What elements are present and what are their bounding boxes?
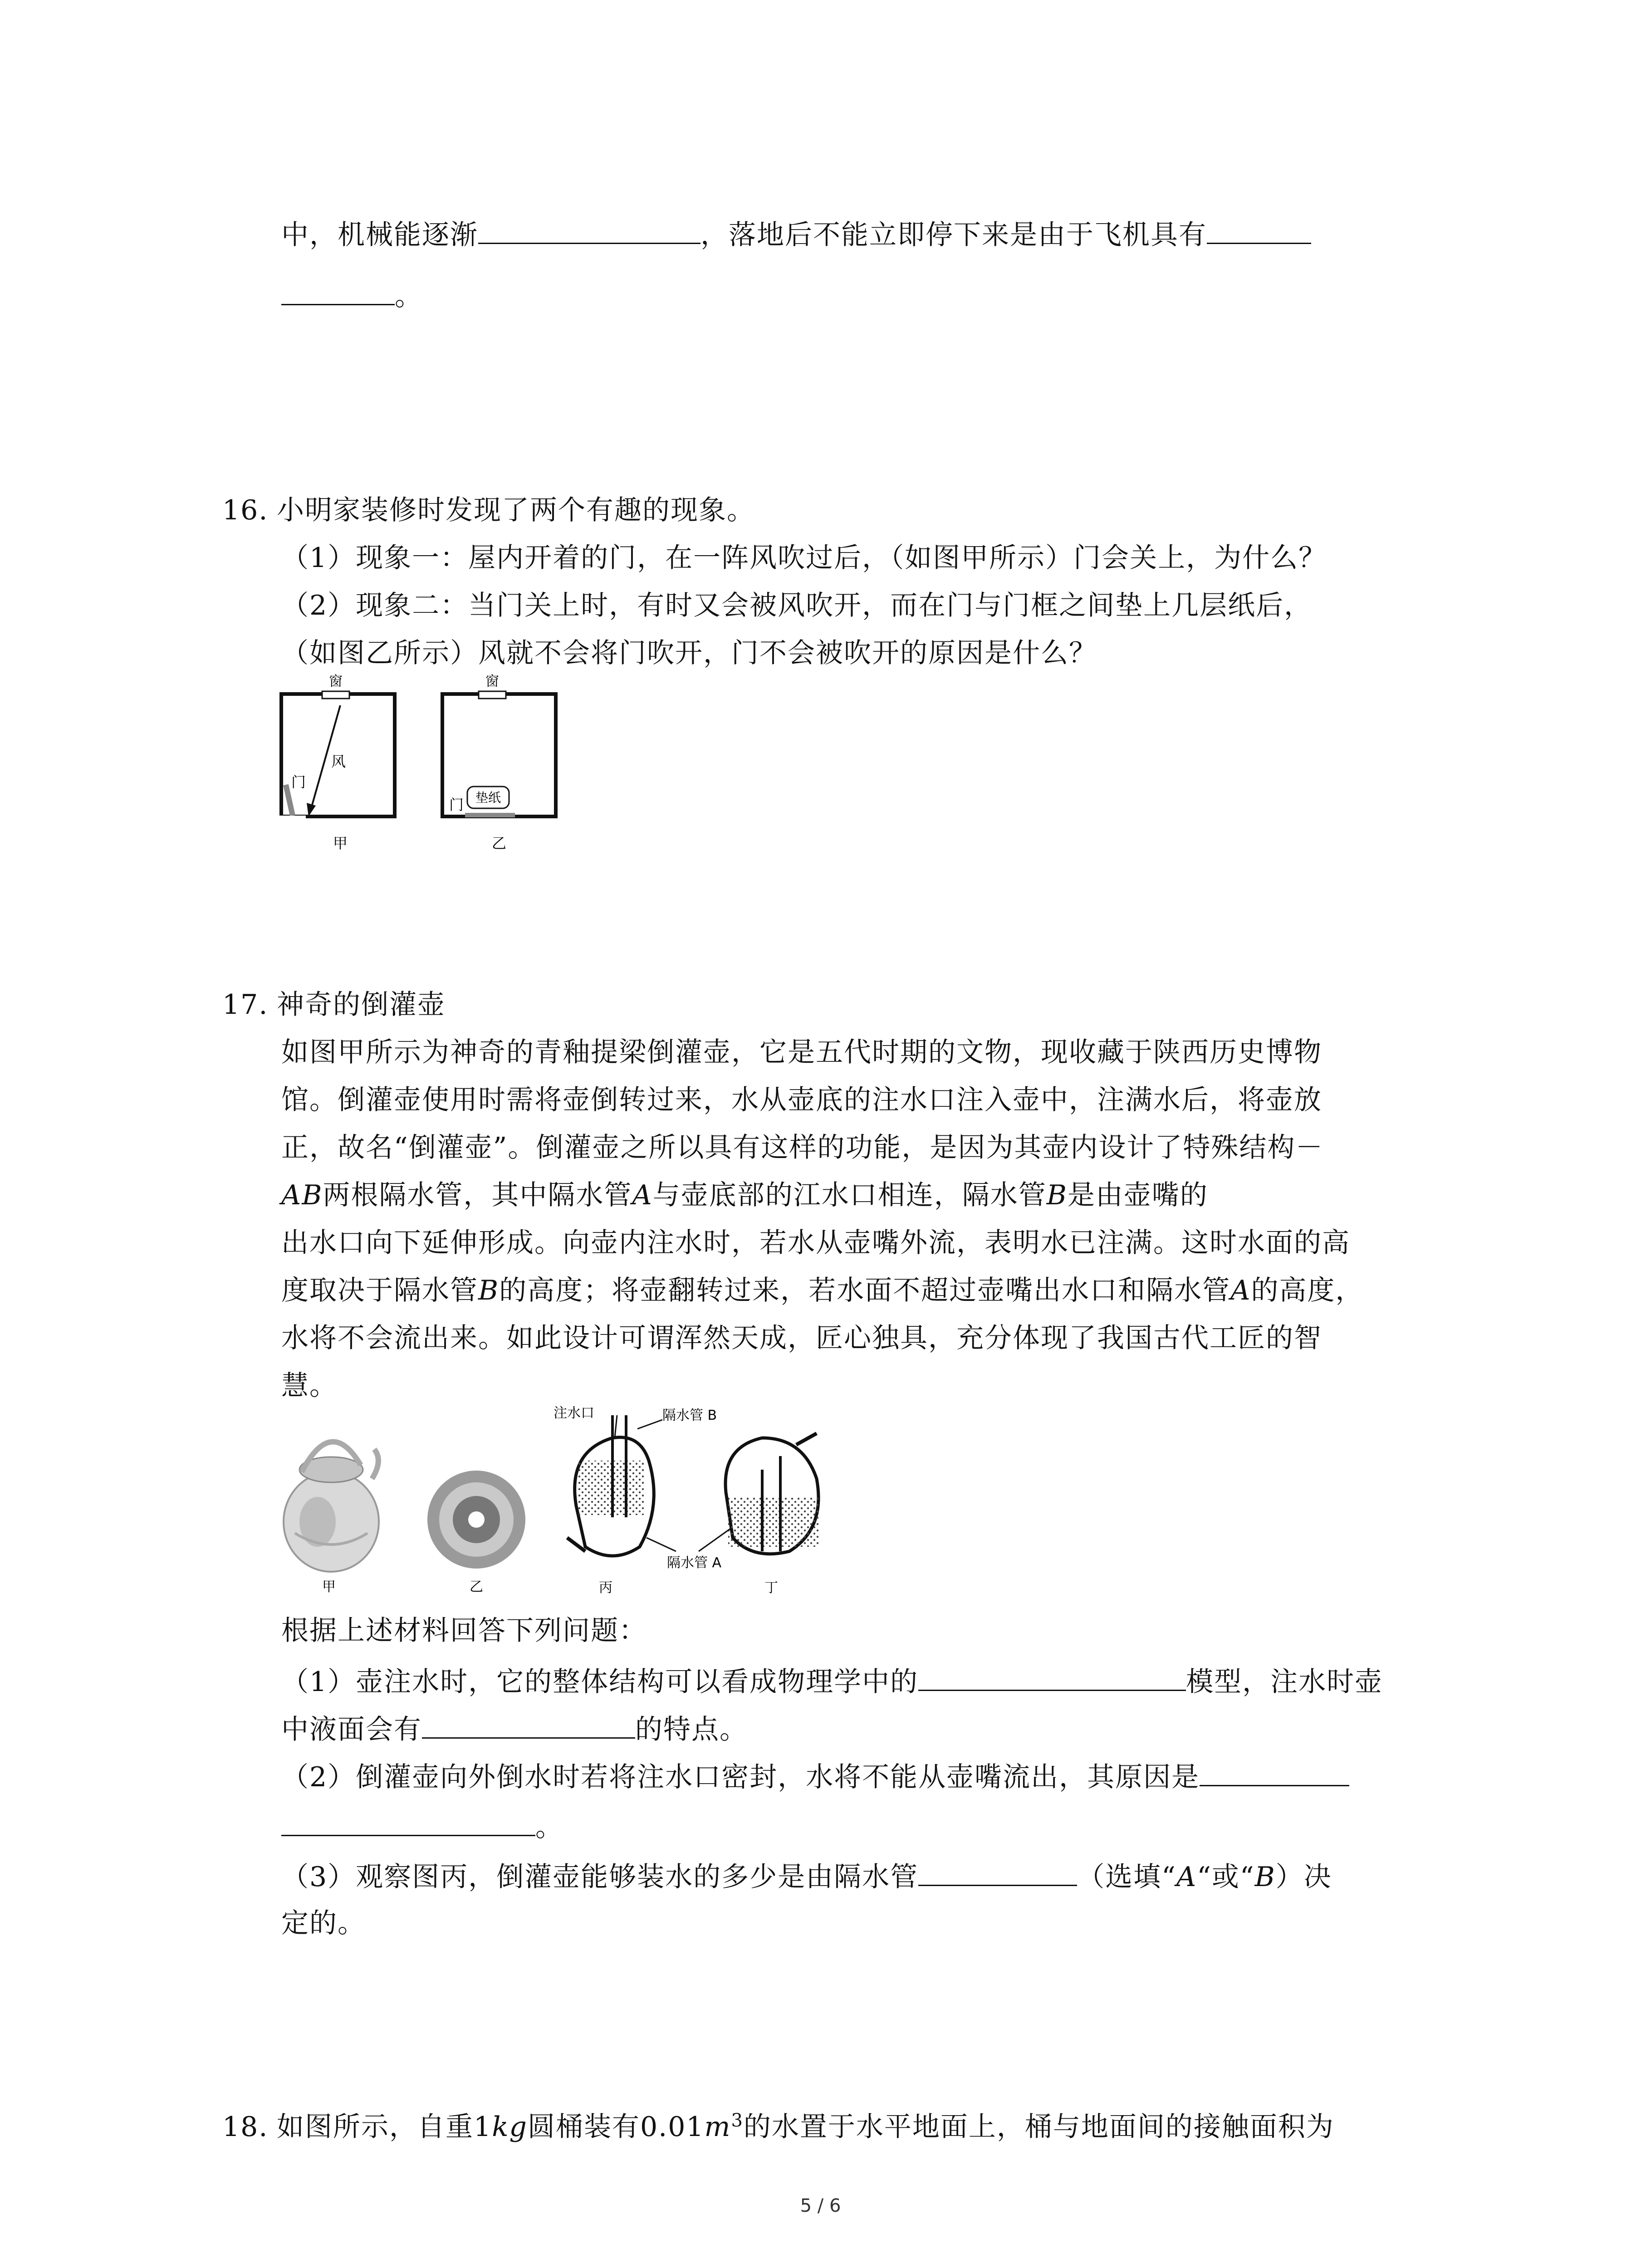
var-b: B bbox=[1046, 1179, 1068, 1211]
q17-number: 17. bbox=[222, 989, 269, 1021]
q18-vol-unit: m bbox=[704, 2111, 731, 2143]
q15-blank-1[interactable] bbox=[478, 215, 700, 244]
q17-blank-2[interactable] bbox=[422, 1710, 635, 1739]
var-a: A bbox=[632, 1179, 653, 1211]
q16-figure-jia bbox=[272, 671, 408, 862]
q17-para-3: 正，故名“倒灌壶”。倒灌壶之所以具有这样的功能，是因为其壶内设计了特殊结构－ bbox=[281, 1132, 1324, 1163]
door-label-a: 门 bbox=[291, 773, 306, 791]
q17-l4-b: 与壶底部的江水口相连，隔水管 bbox=[652, 1179, 1047, 1211]
q17-l4-a: 两根隔水管，其中隔水管 bbox=[323, 1179, 632, 1211]
q16-p1: （1）现象一：屋内开着的门，在一阵风吹过后，（如图甲所示）门会关上，为什么？ bbox=[281, 542, 1327, 574]
q17-title-text: 神奇的倒灌壶 bbox=[277, 989, 446, 1021]
q18-number: 18. bbox=[222, 2111, 269, 2143]
q17-s1-a: （1）壶注水时，它的整体结构可以看成物理学中的 bbox=[281, 1666, 919, 1698]
q17-l6-c: 的高度， bbox=[1251, 1275, 1364, 1306]
q15-line1 bbox=[281, 215, 1311, 253]
tube-b-label: 隔水管 B bbox=[662, 1408, 717, 1423]
fig-label-yi-17: 乙 bbox=[470, 1579, 483, 1595]
q17-para-8: 慧。 bbox=[281, 1370, 338, 1402]
q18-b: 圆桶装有 bbox=[527, 2111, 640, 2143]
q18-vol: 0.01 bbox=[640, 2111, 705, 2143]
q17-s3-d: ）决 bbox=[1275, 1861, 1332, 1893]
wind-label: 风 bbox=[331, 753, 346, 770]
q17-blank-3a[interactable] bbox=[1200, 1758, 1349, 1786]
q17-figure-yi-bottom bbox=[422, 1406, 531, 1597]
q17-blank-3b[interactable] bbox=[281, 1808, 535, 1836]
q17-sub2-line2 bbox=[281, 1808, 563, 1845]
q16-stem-text: 小明家装修时发现了两个有趣的现象。 bbox=[277, 494, 755, 526]
q17-s1-b: 模型，注水时壶 bbox=[1186, 1666, 1383, 1698]
q17-s1-c: 中液面会有 bbox=[281, 1714, 422, 1745]
q17-para-4 bbox=[281, 1177, 1208, 1213]
door-label-b: 门 bbox=[449, 796, 464, 813]
q17-s1-d: 的特点。 bbox=[635, 1714, 748, 1745]
inlet-label: 注水口 bbox=[554, 1405, 594, 1421]
var-a-2: A bbox=[1230, 1275, 1251, 1306]
q18-c: 的水置于水平地面上，桶与地面间的接触面积为 bbox=[743, 2111, 1334, 2143]
page-number: 5 / 6 bbox=[800, 2195, 841, 2216]
q17-sub2-line1 bbox=[281, 1758, 1349, 1795]
q15-blank-2b[interactable] bbox=[281, 277, 395, 305]
q17-l6-b: 的高度；将壶翻转过来，若水面不超过壶嘴出水口和隔水管 bbox=[499, 1275, 1231, 1306]
q18-mass: 1 bbox=[474, 2111, 492, 2143]
q17-sub3-line2: 定的。 bbox=[281, 1907, 366, 1939]
q18-mass-unit: kg bbox=[492, 2111, 528, 2143]
q17-s3-a: （3）观察图丙，倒灌壶能够装水的多少是由隔水管 bbox=[281, 1861, 919, 1893]
q18-stem bbox=[222, 2102, 1334, 2145]
q15-blank-2a[interactable] bbox=[1207, 215, 1311, 244]
var-b-2: B bbox=[478, 1275, 500, 1306]
q17-para-7: 水将不会流出来。如此设计可谓浑然天成，匠心独具，充分体现了我国古代工匠的智 bbox=[281, 1322, 1322, 1354]
fig-label-bing: 丙 bbox=[599, 1580, 612, 1596]
q16-p2b: （如图乙所示）风就不会将门吹开，门不会被吹开的原因是什么？ bbox=[281, 637, 1097, 669]
q17-title bbox=[222, 987, 446, 1023]
var-ab: AB bbox=[281, 1179, 323, 1211]
q17-para-6 bbox=[281, 1272, 1363, 1309]
q17-figure-bing-ding bbox=[549, 1402, 839, 1601]
q17-figure-jia-teapot bbox=[277, 1406, 386, 1597]
q17-para-5: 出水口向下延伸形成。向壶内注水时，若水从壶嘴外流，表明水已注满。这时水面的高 bbox=[281, 1227, 1350, 1259]
q15-end: 。 bbox=[395, 280, 423, 312]
q16-number: 16. bbox=[222, 494, 269, 526]
q16-figure-yi bbox=[433, 671, 569, 862]
q17-blank-4[interactable] bbox=[918, 1857, 1077, 1886]
fig-label-jia: 甲 bbox=[333, 835, 348, 852]
q17-sub1-line2 bbox=[281, 1710, 748, 1748]
q17-l4-c: 是由壶嘴的 bbox=[1067, 1179, 1208, 1211]
q17-s2-end: 。 bbox=[535, 1811, 563, 1843]
option-b: B bbox=[1254, 1861, 1276, 1893]
q17-para-1: 如图甲所示为神奇的青釉提梁倒灌壶，它是五代时期的文物，现收藏于陕西历史博物 bbox=[281, 1036, 1322, 1068]
tube-a-label: 隔水管 A bbox=[667, 1555, 722, 1571]
fig-label-jia-17: 甲 bbox=[322, 1579, 336, 1595]
q15-line2 bbox=[281, 277, 423, 314]
q18-vol-exp: 3 bbox=[731, 2110, 744, 2131]
q17-l6-a: 度取决于隔水管 bbox=[281, 1275, 478, 1306]
q16-p2: （2）现象二：当门关上时，有时又会被风吹开，而在门与门框之间垫上几层纸后， bbox=[281, 590, 1313, 621]
q17-sub3-line1 bbox=[281, 1857, 1332, 1895]
fig-label-yi: 乙 bbox=[491, 835, 507, 852]
pad-label: 垫纸 bbox=[475, 790, 501, 805]
q17-blank-1[interactable] bbox=[918, 1662, 1186, 1691]
q18-a: 如图所示，自重 bbox=[277, 2111, 474, 2143]
window-label-a: 窗 bbox=[329, 674, 343, 689]
option-a: A bbox=[1176, 1861, 1197, 1893]
window-label-b: 窗 bbox=[485, 674, 499, 689]
q17-s3-c: “或“ bbox=[1197, 1861, 1255, 1893]
q17-sub1-line1 bbox=[281, 1662, 1383, 1700]
q17-para-2: 馆。倒灌壶使用时需将壶倒转过来，水从壶底的注水口注入壶中，注满水后，将壶放 bbox=[281, 1084, 1322, 1116]
q15-text-a: 中，机械能逐渐 bbox=[281, 219, 478, 251]
q17-s3-b: （选填“ bbox=[1077, 1861, 1176, 1893]
fig-label-ding: 丁 bbox=[764, 1580, 778, 1596]
q17-intro: 根据上述材料回答下列问题： bbox=[281, 1615, 647, 1647]
q17-s2-a: （2）倒灌壶向外倒水时若将注水口密封，水将不能从壶嘴流出，其原因是 bbox=[281, 1761, 1200, 1793]
q15-text-b: ，落地后不能立即停下来是由于飞机具有 bbox=[700, 219, 1207, 251]
q16-stem bbox=[222, 492, 755, 528]
